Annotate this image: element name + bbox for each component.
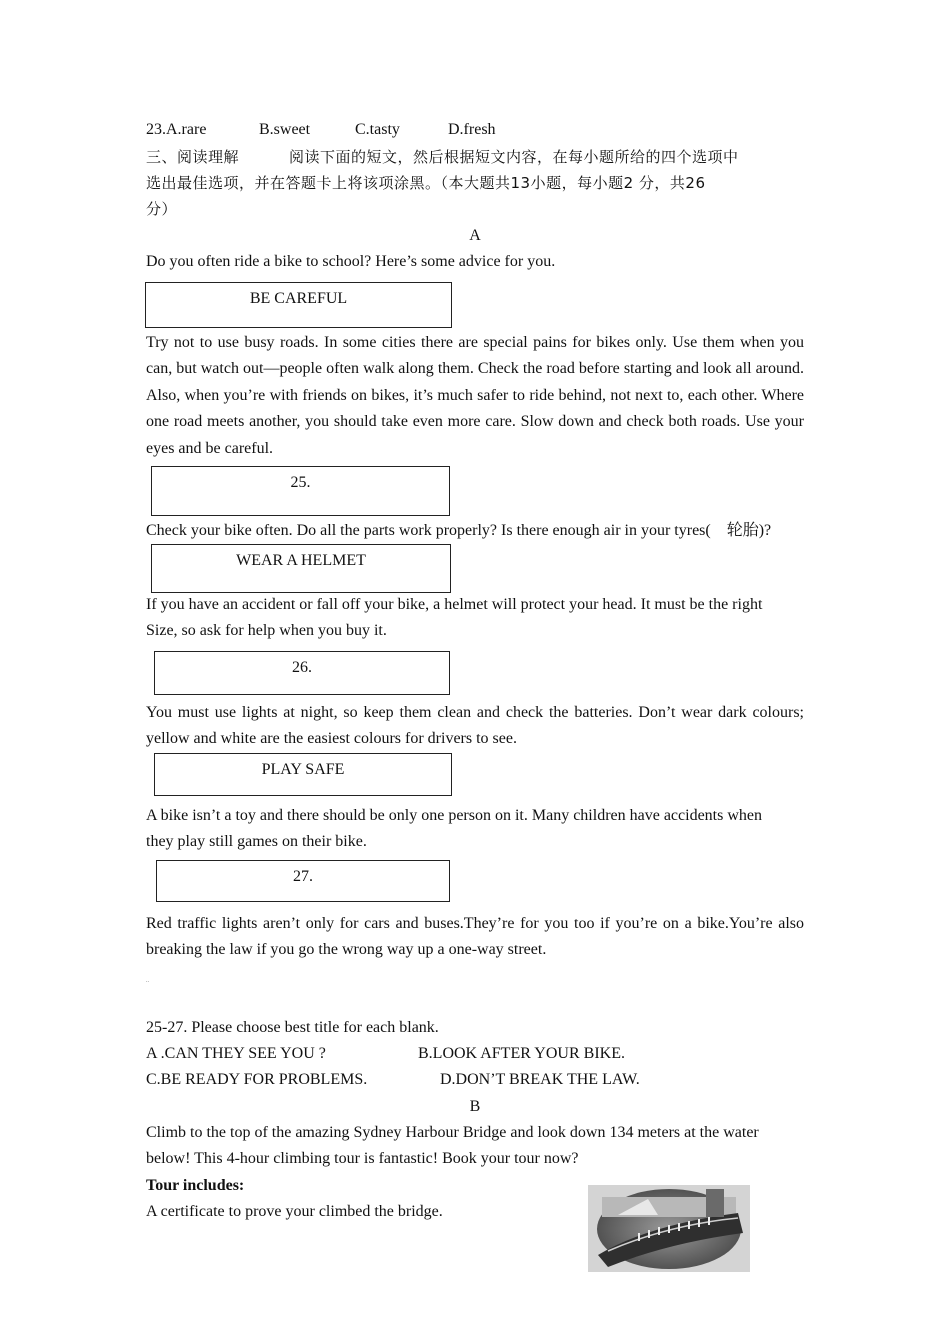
passage-b-intro-line2: below! This 4-hour climbing tour is fantastic! Book your tour now? bbox=[146, 1150, 579, 1167]
paragraph-traffic-lights: Red traffic lights aren’t only for cars and buses.They’re for you too if you’re on a bike.You’re also breaking the law if you go the wrong way up a one-way street. bbox=[146, 915, 804, 959]
section-instruction-line1: 阅读下面的短文，然后根据短文内容，在每小题所给的四个选项中 bbox=[289, 148, 739, 166]
paragraph-helmet-line2: Size, so ask for help when you buy it. bbox=[146, 622, 387, 639]
heading-box-wear-helmet: WEAR A HELMET bbox=[151, 544, 451, 593]
sydney-bridge-photo bbox=[588, 1185, 750, 1272]
option-a: A .CAN THEY SEE YOU ? bbox=[146, 1045, 326, 1062]
paragraph-play-safe-line1: A bike isn’t a toy and there should be only one person on it. Many children have accidents when bbox=[146, 807, 762, 824]
bridge-photo-image bbox=[588, 1185, 750, 1272]
stray-mark: .. bbox=[146, 978, 149, 984]
paragraph-lights: You must use lights at night, so keep them clean and check the batteries. Don’t wear dark colours; yellow and white are the easiest colours for drivers to see. bbox=[146, 704, 804, 748]
section-heading: 三、阅读理解 bbox=[146, 148, 240, 166]
option-c: C.BE READY FOR PROBLEMS. bbox=[146, 1071, 368, 1088]
heading-box-play-safe: PLAY SAFE bbox=[154, 753, 452, 796]
answer-box-26[interactable]: 26. bbox=[154, 651, 450, 695]
tour-item-certificate: A certificate to prove your climbed the bridge. bbox=[146, 1203, 443, 1220]
q23-option-a: 23.A.rare bbox=[146, 121, 207, 138]
passage-b-intro-line1: Climb to the top of the amazing Sydney Harbour Bridge and look down 134 meters at the water bbox=[146, 1124, 759, 1141]
paragraph-play-safe-line2: they play still games on their bike. bbox=[146, 833, 367, 850]
paragraph-check-bike: Check your bike often. Do all the parts work properly? Is there enough air in your tyres( 轮胎)? bbox=[146, 522, 772, 539]
option-b: B.LOOK AFTER YOUR BIKE. bbox=[418, 1045, 625, 1062]
paragraph-helmet-line1: If you have an accident or fall off your bike, a helmet will protect your head. It must be the right bbox=[146, 596, 763, 613]
option-d: D.DON’T BREAK THE LAW. bbox=[440, 1071, 640, 1088]
q23-option-d: D.fresh bbox=[448, 121, 496, 138]
tour-includes-heading: Tour includes: bbox=[146, 1177, 245, 1194]
q23-option-b: B.sweet bbox=[259, 121, 311, 138]
passage-b-label: B bbox=[469, 1098, 481, 1115]
question-25-27: 25-27. Please choose best title for each blank. bbox=[146, 1019, 439, 1036]
section-instruction-line3: 分） bbox=[146, 200, 178, 218]
q23-option-c: C.tasty bbox=[355, 121, 400, 138]
answer-box-25[interactable]: 25. bbox=[151, 466, 450, 516]
section-instruction-line2: 选出最佳选项，并在答题卡上将该项涂黑。（本大题共13小题，每小题2 分，共26 bbox=[146, 174, 706, 192]
answer-box-27[interactable]: 27. bbox=[156, 860, 450, 902]
heading-box-be-careful: BE CAREFUL bbox=[145, 282, 452, 328]
paragraph-be-careful: Try not to use busy roads. In some cities there are special pains for bikes only. Use them when you can, but watch out—people often walk along them. Check the road before starting and look all around. Also, when you’re with friends on bikes, it’s much safer to ride behind, not next to, each other. Where one road meets another, you should take even more care. Slow down and check both roads. Use your eyes and be careful. bbox=[146, 334, 804, 457]
passage-a-intro: Do you often ride a bike to school? Here’s some advice for you. bbox=[146, 253, 556, 270]
passage-a-label: A bbox=[469, 227, 481, 244]
